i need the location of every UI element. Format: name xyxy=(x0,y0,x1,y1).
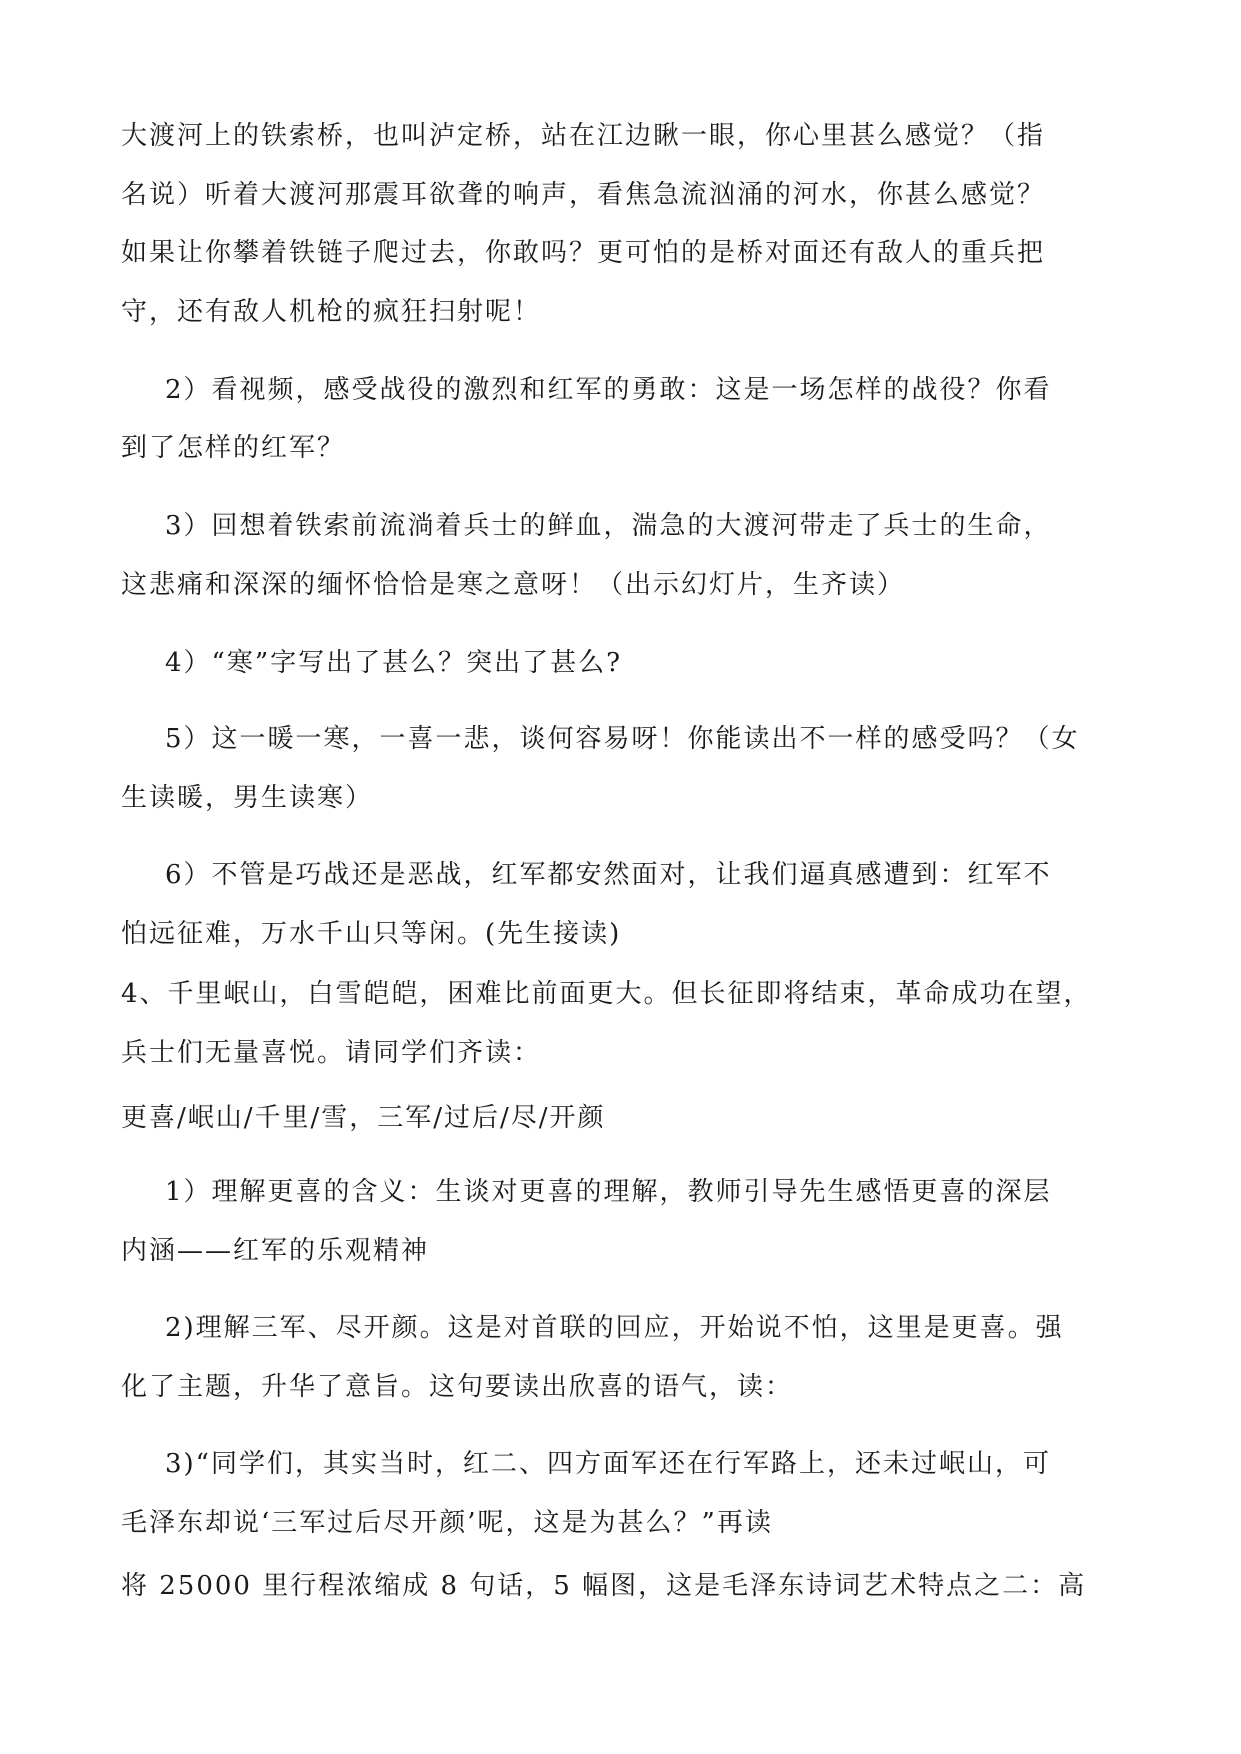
text-line: 5）这一暖一寒，一喜一悲，谈何容易呀！你能读出不一样的感受吗？（女 xyxy=(165,724,1080,754)
text-line: 化了主题，升华了意旨。这句要读出欣喜的语气，读： xyxy=(121,1372,794,1402)
text-line: 3）回想着铁索前流淌着兵士的鲜血，湍急的大渡河带走了兵士的生命， xyxy=(165,511,1052,541)
text-line: 2）看视频，感受战役的激烈和红军的勇敢：这是一场怎样的战役？你看 xyxy=(165,375,1052,405)
text-line: 4）“寒”字写出了甚么？突出了甚么? xyxy=(165,648,623,678)
text-line: 守，还有敌人机枪的疯狂扫射呢！ xyxy=(121,297,542,327)
text-line: 1）理解更喜的含义：生谈对更喜的理解，教师引导先生感悟更喜的深层 xyxy=(165,1177,1052,1207)
text-line: 毛泽东却说‘三军过后尽开颜’呢，这是为甚么？”再读 xyxy=(121,1508,773,1538)
text-line: 大渡河上的铁索桥，也叫泸定桥，站在江边瞅一眼，你心里甚么感觉？（指 xyxy=(121,121,1046,151)
text-line: 3)“同学们，其实当时，红二、四方面军还在行军路上，还未过岷山，可 xyxy=(165,1449,1051,1479)
text-line: 6）不管是巧战还是恶战，红军都安然面对，让我们逼真感遭到：红军不 xyxy=(165,860,1052,890)
text-line: 内涵——红军的乐观精神 xyxy=(121,1236,430,1266)
text-line: 2)理解三军、尽开颜。这是对首联的回应，开始说不怕，这里是更喜。强 xyxy=(165,1313,1064,1343)
text-line: 更喜/岷山/千里/雪，三军/过后/尽/开颜 xyxy=(121,1103,606,1133)
text-line: 怕远征难，万水千山只等闲。(先生接读) xyxy=(121,919,622,949)
text-line: 4、千里岷山，白雪皑皑，困难比前面更大。但长征即将结束，革命成功在望， xyxy=(121,979,1092,1009)
text-line: 这悲痛和深深的缅怀恰恰是寒之意呀！（出示幻灯片，生齐读） xyxy=(121,570,906,600)
text-line: 名说）听着大渡河那震耳欲聋的响声，看焦急流汹涌的河水，你甚么感觉？ xyxy=(121,180,1046,210)
text-line: 将 25000 里行程浓缩成 8 句话，5 幅图，这是毛泽东诗词艺术特点之二：高 xyxy=(121,1571,1087,1601)
text-line: 如果让你攀着铁链子爬过去，你敢吗？更可怕的是桥对面还有敌人的重兵把 xyxy=(121,238,1046,268)
text-line: 兵士们无量喜悦。请同学们齐读： xyxy=(121,1038,542,1068)
text-line: 生读暖，男生读寒） xyxy=(121,783,374,813)
text-line: 到了怎样的红军？ xyxy=(121,433,346,463)
